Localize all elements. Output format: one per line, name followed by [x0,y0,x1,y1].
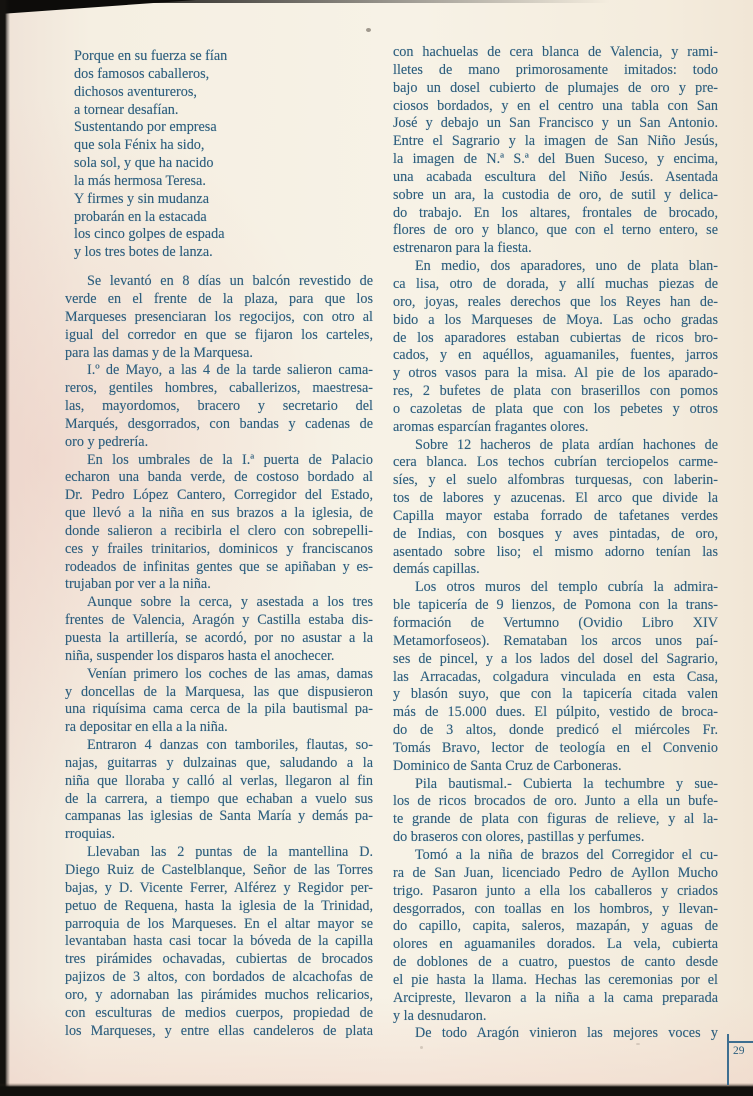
poem-line: que sola Fénix ha sido, [74,137,205,154]
text-line: tres pirámides ochavadas, cubiertas de brocados [65,951,373,968]
paragraph [65,362,373,451]
paragraph [393,1025,718,1043]
text-line: oro, joyas, reales derechos que los Reyes han de- [393,293,718,310]
paragraph [393,258,718,436]
text-line: Sobre 12 hacheros de plata ardían hachones de [415,436,718,453]
text-line: trujaban por ver a la niña. [65,576,211,593]
scan-speck [420,1046,423,1049]
text-line: do trabajo. En los altares, frontales de brocado, [393,204,718,221]
text-line: que llevó a la niña en sus brazos a la iglesia, de [65,505,373,522]
text-line: bajas, y D. Vicente Ferrer, Alférez y Regidor per- [65,879,373,896]
text-line: José y debajo un San Francisco y un San Antonio. [393,115,718,132]
poem-line: Porque en su fuerza se fían [74,48,228,64]
text-line: bajo un dosel cubierto de plumajes de oro y pre- [393,79,718,96]
text-line: res, 2 bufetes de plata con braserillos con pomos [393,383,718,400]
text-line: Llevaban las 2 puntas de la mantellina D. [87,844,373,861]
page-number-crop-mark-vertical [727,1034,729,1085]
text-line: aromas esparcían fragantes olores. [393,418,589,435]
text-line: para las damas y de la Marquesa. [65,344,253,361]
poem-line: dos famosos caballeros, [74,65,210,82]
text-line: flores de oro y blanco, que con el terno entero, se [393,222,718,239]
text-line: síes, y el suelo alfombras turquesas, con laberin- [393,472,718,489]
text-line: y la desnudaron. [393,1007,487,1024]
text-line: rroquias. [65,826,116,843]
text-line: los de ricos brocados de oro. Junto a ella un bufe- [393,793,718,810]
text-line: do capillo, capita, saleros, mazapán, y aguas de [393,918,718,935]
text-line: najas, guitarras y dulzainas que, saludando a la [65,754,373,771]
text-line: ciosos bordados, y en el centro una tabla con San [393,97,718,114]
scan-edge-top [150,0,610,3]
text-line: Capilla mayor estaba forrado de tafetanes verdes [393,507,718,524]
text-line: de doblones de a cuatro, puestos de canto desde [393,954,718,971]
page-number: 29 [733,1045,745,1057]
poem [65,48,373,262]
text-line: De todo Aragón vinieron las mejores voces y [415,1025,718,1042]
text-line: te grande de plata con figuras de relieve, y al la- [393,811,718,828]
poem-line: a tornear desafían. [74,101,179,118]
poem-line: dichosos aventureros, [74,83,197,100]
text-line: petuo de Requena, hasta la iglesia de la Trinidad, [65,897,373,914]
text-line: Aunque sobre la cerca, y asestada a los tres [87,594,373,611]
text-line: con esculturas de medios cuerpos, propiedad de [65,1004,373,1021]
text-line: I.º de Mayo, a las 4 de la tarde salieron cama- [87,362,373,379]
text-line: tos de labores y azucenas. El arco que divide la [393,490,718,507]
text-line: de los aparadores estaban cubiertas de ricos bro- [393,329,718,346]
text-line: más de 15.000 dues. El púlpito, vestido de broca- [393,704,718,721]
text-line: do braseros con olores, pastillas y perfumes. [393,829,645,846]
text-line: oro y pedrería. [65,433,149,450]
poem-line: probarán en la estacada [74,208,207,225]
text-line: con hachuelas de cera blanca de Valencia, y rami- [393,44,718,60]
text-line: frentes de Valencia, Aragón y Castilla estaba dis- [65,612,373,629]
text-line: puesta la artillería, se acordó, por no asustar a la [65,630,373,646]
text-line: oro, y adornaban las pirámides muchos relicarios, [65,986,373,1003]
text-line: las Arracadas, colgadura vinculada en esta Casa, [393,668,718,685]
text-line: olores en aguamaniles dorados. La vela, cubierta [393,936,718,953]
text-line: los Marqueses, y entre ellas candeleros de plata [65,1022,373,1039]
text-line: Metamorfoseos). Remataban los arcos unos paí- [393,632,718,649]
paragraph [393,847,718,1025]
text-line: Marqueses presenciaran los regocijos, con otro al [65,308,373,325]
text-line: sobre un ara, la custodia de oro, de sutil y delica- [393,186,718,203]
text-line: y otros vasos para la misa. Al pie de los aparado- [393,365,718,382]
text-line: o cazoletas de plata que con los pebetes y otros [393,400,718,417]
text-line: asentado sobre liso; el mismo adorno tenían las [393,543,718,560]
text-line: echaron una banda verde, de costoso bordado al [65,469,373,486]
paragraph [393,776,718,847]
text-line: Tomás Bravo, lector de teología en el Convenio [393,739,718,756]
paragraph [65,273,373,362]
paragraph [65,666,373,737]
text-line: ces y frailes trinitarios, dominicos y franciscanos [65,540,373,557]
poem-line: los cinco golpes de espada [74,226,225,243]
text-line: de Indias, con bosques y aves pintadas, de oro, [393,525,718,542]
text-line: ca lisa, otro de dorada, y allí muchas piezas de [393,275,718,292]
text-line: de la carrera, a tiempo que echaban a vuelo sus [65,790,373,807]
text-line: donde salieron a recibirla el clero con sobrepelli- [65,522,373,539]
text-line: reros, gentiles hombres, caballerizos, maestresa- [65,380,373,397]
text-line: una riquísima cama cerca de la pila bautismal pa- [65,701,373,718]
poem-line: la más hermosa Teresa. [74,172,206,189]
text-line: Dr. Pedro López Cantero, Corregidor del Estado, [65,487,373,504]
text-line: verde en el frente de la plaza, para que los [65,290,373,307]
paragraph [393,44,718,258]
text-line: Marqués, desgorrados, con bandas y cadenas de [65,415,373,432]
text-line: En los umbrales de la I.ª puerta de Palacio [87,451,373,468]
text-line: demás capillas. [393,561,480,578]
text-line: Venían primero los coches de las amas, damas [87,665,373,682]
scan-speck [636,1043,640,1045]
paragraph [393,579,718,775]
text-line: Diego Ruiz de Castelblanque, Señor de las Torres [65,861,373,878]
text-line: ble tapicería de 9 lienzos, de Pomona con la trans- [393,597,718,614]
paragraph [65,844,373,1040]
text-line: Dominico de Santa Cruz de Carboneras. [393,757,622,774]
text-line: trigo. Pasaron junto a ella los caballeros y criados [393,882,718,899]
text-line: desgorrados, con toallas en los hombros, y llevan- [393,900,718,917]
text-line: y doncellas de la Marquesa, las que dispusieron [65,683,373,700]
text-line: niña, suspender los disparos hasta el anochecer. [65,647,335,664]
text-line: Entre el Sagrario y la imagen de San Niño Jesús, [393,133,718,150]
text-line: En medio, dos aparadores, uno de plata blan- [415,258,718,275]
poem-line: sola sol, y que ha nacido [74,155,214,172]
text-line: Entraron 4 danzas con tamboriles, flautas, so- [87,737,373,754]
text-line: ses de pincel, y a los lados del dosel del Sagrario, [393,650,718,667]
paragraph [65,594,373,665]
text-line: lletes de mano primorosamente imitados: todo [393,61,718,78]
text-line: Los otros muros del templo cubría la admira- [415,579,718,596]
left-text-column [65,48,373,1040]
text-line: rodeados de infinitas gentes que se apiñaban y es- [65,558,373,575]
text-line: la imagen de N.ª S.ª del Buen Suceso, y encima, [393,151,718,168]
text-line: Arcipreste, llevaron a la niña a la cama preparada [393,989,718,1006]
text-line: Se levantó en 8 días un balcón revestido de [87,273,373,290]
text-line: campanas las iglesias de Santa María y demás pa- [65,808,373,825]
text-line: do de 3 altos, donde predicó el miércoles Fr. [393,722,718,739]
text-line: parroquia de los Marqueses. En el altar mayor se [65,915,373,932]
poem-line: y los tres botes de lanza. [74,244,213,261]
text-line: ra depositar en ella a la niña. [65,719,228,736]
text-line: niña que lloraba y calló al verlas, llegaron al fin [65,772,373,789]
text-line: levantaban hasta casi tocar la bóveda de la capilla [65,933,373,950]
poem-line: Sustentando por empresa [74,119,217,136]
text-line: cera blanca. Los techos cubrían terciopelos carme- [393,454,718,471]
text-line: igual del corredor en que se fijaron los carteles, [65,326,373,343]
text-line: estrenaron para la fiesta. [393,240,532,257]
page-number-crop-mark-horizontal [727,1041,753,1043]
text-line: Pila bautismal.- Cubierta la techumbre y sue- [415,775,718,792]
text-line: Tomó a la niña de brazos del Corregidor el cu- [415,846,718,863]
text-line: formación de Vertumno (Ovidio Libro XIV [393,615,718,631]
right-text-column [393,44,718,1043]
text-line: pajizos de 3 altos, con bordados de alcachofas de [65,969,373,986]
text-line: bido a los Marqueses de Moya. Las ocho gradas [393,311,718,328]
text-line: una acabada escultura del Niño Jesús. Asentada [393,168,718,185]
text-line: cados, y en aquéllos, aguamaniles, fuentes, jarros [393,347,718,364]
scan-speck [366,28,371,32]
poem-line: Y firmes y sin mudanza [74,190,210,207]
text-line: ra de San Juan, licenciado Pedro de Ayllon Mucho [393,864,718,881]
text-line: y blasón suyo, que con la tapicería citada valen [393,686,718,703]
text-line: las, mayordomos, bracero y secretario del [65,398,373,415]
scan-edge-bottom [0,1083,753,1096]
paragraph [393,437,718,580]
paragraph [65,737,373,844]
text-line: el pie hasta la llama. Hechas las ceremonias por el [393,971,718,988]
paragraph [65,452,373,595]
scan-edge-left [0,0,10,1096]
